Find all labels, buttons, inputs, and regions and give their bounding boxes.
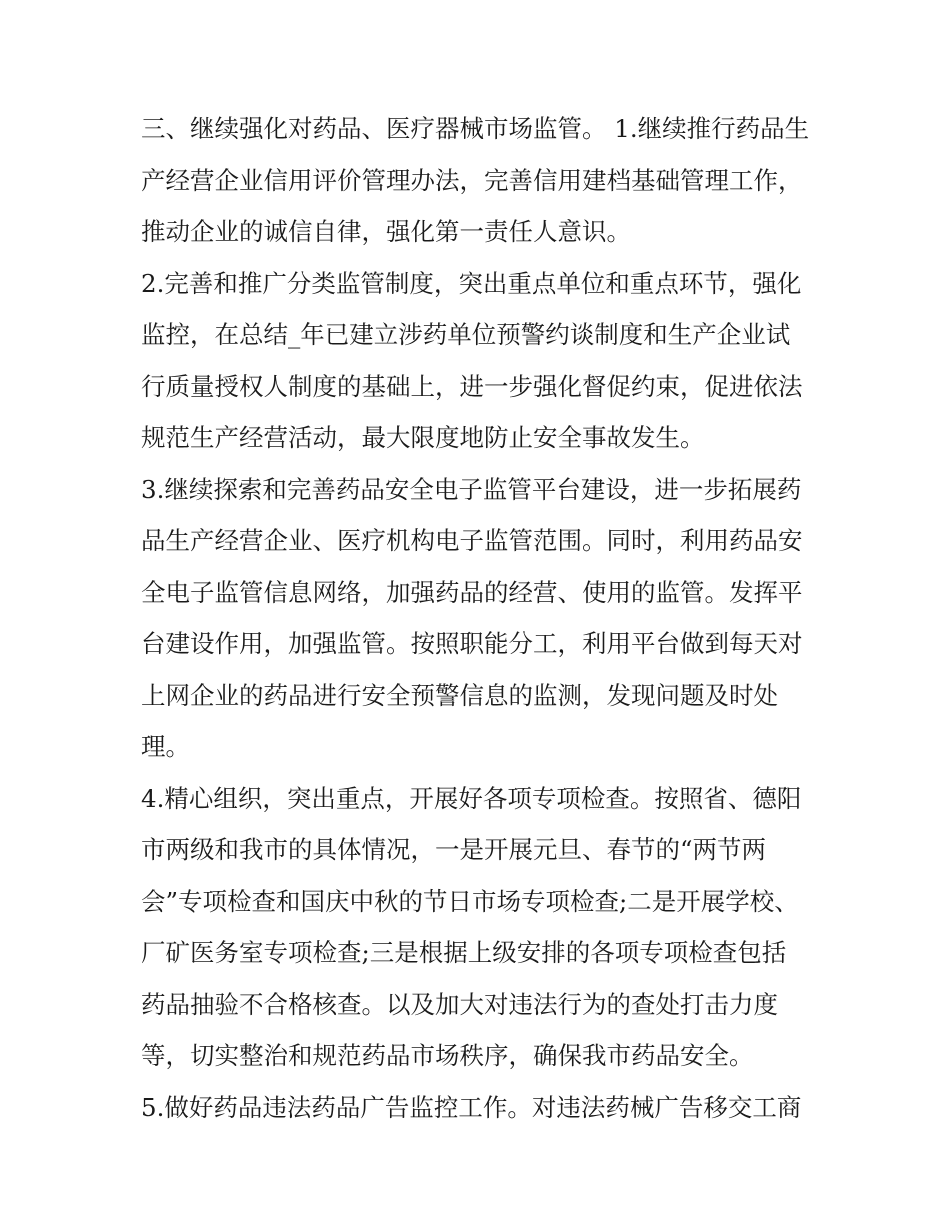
text-line: 推动企业的诚信自律，强化第一责任人意识。 bbox=[141, 217, 631, 246]
text-line: 行质量授权人制度的基础上，进一步强化督促约束，促进依法 bbox=[141, 371, 803, 401]
text-line: 市两级和我市的具体情况，一是开展元旦、春节的“两节两 bbox=[141, 835, 767, 864]
text-line: 品生产经营企业、医疗机构电子监管范围。同时，利用药品安 bbox=[141, 526, 803, 555]
text-line: 5.做好药品违法药品广告监控工作。对违法药械广告移交工商 bbox=[141, 1092, 802, 1122]
text-line: 全电子监管信息网络，加强药品的经营、使用的监管。发挥平 bbox=[141, 577, 803, 607]
text-line: 等，切实整治和规范药品市场秩序，确保我市药品安全。 bbox=[141, 1041, 754, 1070]
text-line: 3.继续探索和完善药品安全电子监管平台建设，进一步拓展药 bbox=[141, 474, 802, 504]
text-line: 厂矿医务室专项检查;三是根据上级安排的各项专项检查包括 bbox=[141, 938, 787, 967]
text-line: 上网企业的药品进行安全预警信息的监测，发现问题及时处 bbox=[141, 680, 778, 710]
text-line: 监控，在总结_年已建立涉药单位预警约谈制度和生产企业试 bbox=[141, 320, 791, 349]
text-line: 理。 bbox=[141, 732, 190, 761]
text-line: 三、继续强化对药品、医疗器械市场监管。 1.继续推行药品生 bbox=[141, 114, 810, 143]
text-line: 会”专项检查和国庆中秋的节日市场专项检查;二是开展学校、 bbox=[141, 886, 799, 916]
text-line: 规范生产经营活动，最大限度地防止安全事故发生。 bbox=[141, 423, 705, 452]
document-body bbox=[141, 103, 813, 1133]
text-line: 药品抽验不合格核查。以及加大对违法行为的查处打击力度 bbox=[141, 989, 778, 1019]
text-line: 产经营企业信用评价管理办法，完善信用建档基础管理工作， bbox=[141, 165, 803, 195]
text-line: 4.精心组织，突出重点，开展好各项专项检查。按照省、德阳 bbox=[141, 783, 802, 813]
text-line: 台建设作用，加强监管。按照职能分工，利用平台做到每天对 bbox=[141, 629, 803, 658]
text-line: 2.完善和推广分类监管制度，突出重点单位和重点环节，强化 bbox=[141, 268, 802, 298]
